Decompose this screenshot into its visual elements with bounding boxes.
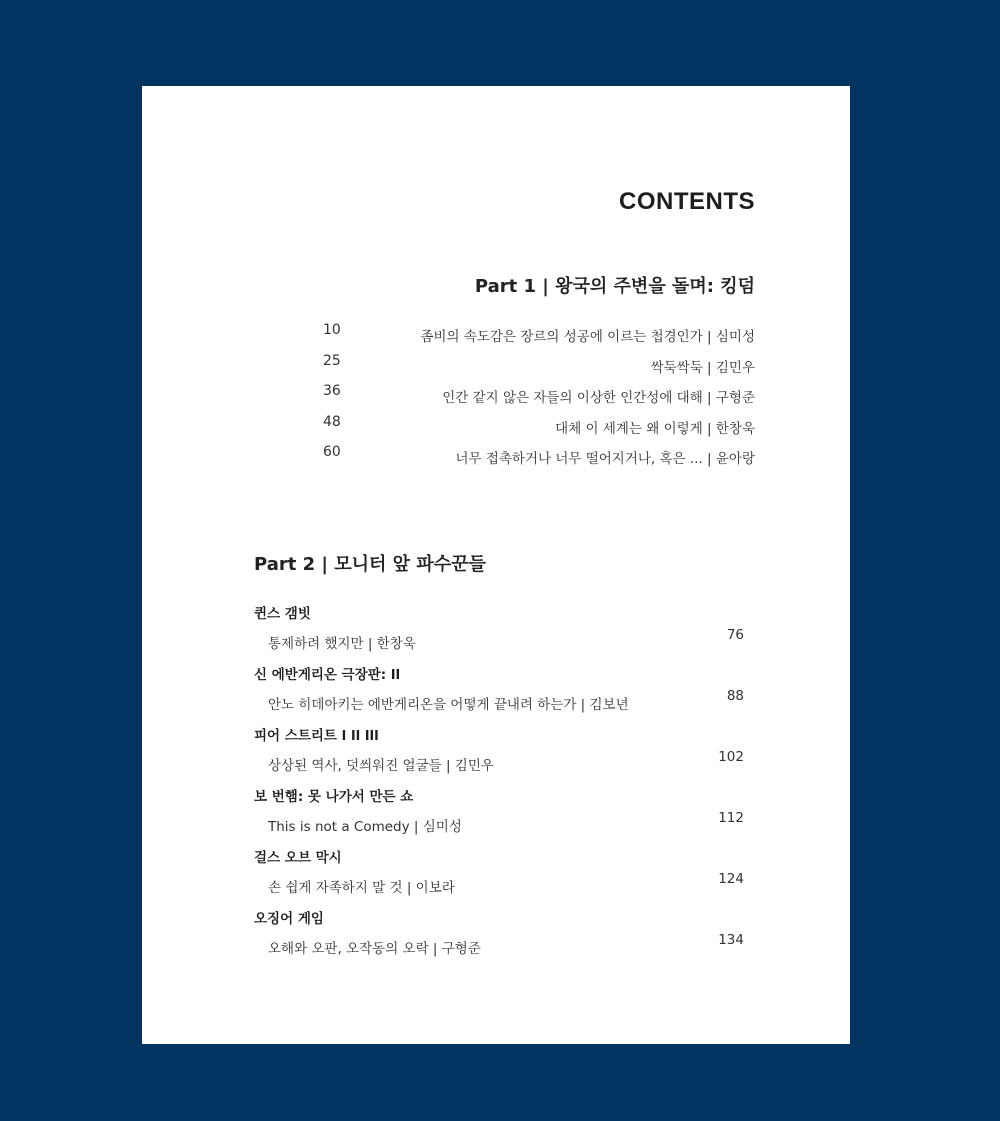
toc-group-title: 피어 스트리트 l ll lll bbox=[254, 728, 379, 744]
toc-entry-page: 25 bbox=[323, 352, 341, 369]
toc-entry-title: 인간 같지 않은 자들의 이상한 인간성에 대해 | 구형준 bbox=[442, 390, 755, 406]
toc-entry bbox=[142, 444, 850, 475]
part1-toc bbox=[142, 322, 850, 475]
toc-entry-title: 좀비의 속도감은 장르의 성공에 이르는 첩경인가 | 심미성 bbox=[420, 329, 755, 345]
toc-entry-page: 48 bbox=[323, 413, 341, 430]
toc-article-title: This is not a Comedy | 심미성 bbox=[268, 819, 462, 835]
toc-article-title: 오해와 오판, 오작동의 오락 | 구형준 bbox=[268, 941, 481, 957]
toc-group bbox=[142, 907, 850, 968]
toc-entry-title: 너무 접촉하거나 너무 떨어지거나, 혹은 ... | 윤아랑 bbox=[455, 451, 755, 467]
toc-article-title: 안노 히데아키는 에반게리온을 어떻게 끝내려 하는가 | 김보년 bbox=[268, 697, 629, 713]
toc-article-page: 88 bbox=[726, 688, 744, 704]
toc-entry-title: 싹둑싹둑 | 김민우 bbox=[650, 359, 755, 376]
toc-entry bbox=[142, 383, 850, 414]
part1-heading: Part 1 | 왕국의 주변을 돌며: 킹덤 bbox=[474, 276, 755, 297]
toc-article-page: 124 bbox=[718, 871, 744, 887]
toc-article-page: 102 bbox=[718, 749, 744, 765]
toc-entry-title: 대체 이 세계는 왜 이렇게 | 한창욱 bbox=[555, 420, 755, 437]
toc-entry-page: 60 bbox=[323, 444, 341, 460]
contents-title: CONTENTS bbox=[619, 188, 755, 215]
part2-toc bbox=[142, 602, 850, 968]
toc-group-title: 걸스 오브 막시 bbox=[254, 850, 342, 866]
toc-group-title: 보 번햄: 못 나가서 만든 쇼 bbox=[254, 789, 414, 805]
toc-entry bbox=[142, 353, 850, 384]
toc-entry bbox=[142, 322, 850, 353]
toc-entry bbox=[142, 414, 850, 445]
toc-group-title: 오징어 게임 bbox=[254, 911, 324, 927]
toc-group bbox=[142, 785, 850, 846]
toc-article-title: 상상된 역사, 덧씌워진 얼굴들 | 김민우 bbox=[268, 758, 494, 774]
toc-article-page: 134 bbox=[718, 932, 744, 948]
toc-article-title: 통제하려 했지만 | 한창욱 bbox=[268, 636, 416, 652]
toc-entry-page: 36 bbox=[323, 383, 341, 399]
toc-group bbox=[142, 663, 850, 724]
toc-entry-page: 10 bbox=[323, 322, 341, 338]
book-page bbox=[142, 86, 850, 1044]
toc-article-page: 76 bbox=[726, 627, 744, 643]
toc-article-title: 손 쉽게 자족하지 말 것 | 이보라 bbox=[268, 880, 455, 896]
toc-group bbox=[142, 846, 850, 907]
toc-group-title: 퀸스 갬빗 bbox=[254, 606, 311, 622]
toc-article-page: 112 bbox=[718, 810, 744, 826]
part2-heading: Part 2 | 모니터 앞 파수꾼들 bbox=[254, 554, 486, 575]
toc-group-title: 신 에반게리온 극장판: ll bbox=[254, 667, 401, 683]
toc-group bbox=[142, 602, 850, 663]
toc-group bbox=[142, 724, 850, 785]
